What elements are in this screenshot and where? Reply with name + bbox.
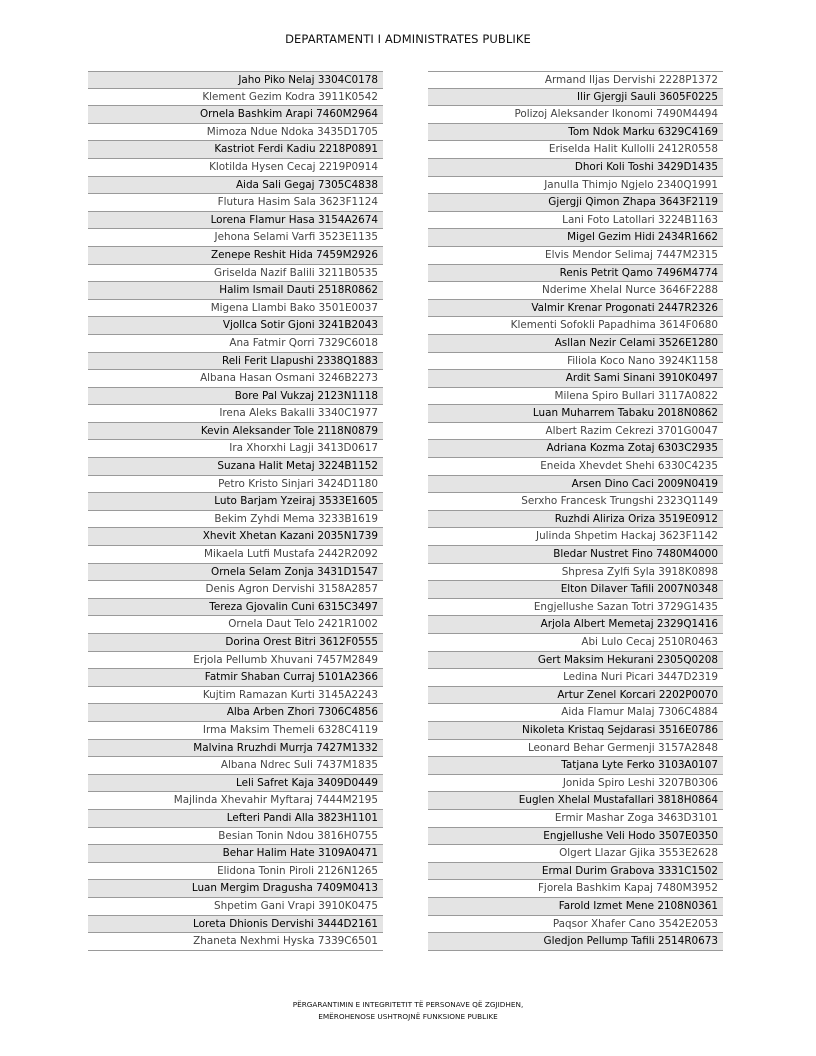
list-item: Filiola Koco Nano 3924K1158	[428, 353, 723, 371]
list-item: Farold Izmet Mene 2108N0361	[428, 898, 723, 916]
list-item: Denis Agron Dervishi 3158A2857	[88, 581, 383, 599]
list-item: Klotilda Hysen Cecaj 2219P0914	[88, 159, 383, 177]
list-item: Mikaela Lutfi Mustafa 2442R2092	[88, 546, 383, 564]
list-item: Arsen Dino Caci 2009N0419	[428, 476, 723, 494]
list-item: Paqsor Xhafer Cano 3542E2053	[428, 916, 723, 934]
list-item: Armand Iljas Dervishi 2228P1372	[428, 71, 723, 89]
list-item: Dorina Orest Bitri 3612F0555	[88, 634, 383, 652]
left-column-list	[88, 71, 383, 951]
list-item: Shpresa Zylfi Syla 3918K0898	[428, 564, 723, 582]
list-item: Albert Razim Cekrezi 3701G0047	[428, 423, 723, 441]
list-item: Luan Mergim Dragusha 7409M0413	[88, 880, 383, 898]
list-item: Lorena Flamur Hasa 3154A2674	[88, 212, 383, 230]
list-item: Alba Arben Zhori 7306C4856	[88, 704, 383, 722]
list-item: Migel Gezim Hidi 2434R1662	[428, 229, 723, 247]
list-item: Elidona Tonin Piroli 2126N1265	[88, 863, 383, 881]
list-item: Kastriot Ferdi Kadiu 2218P0891	[88, 141, 383, 159]
list-item: Nikoleta Kristaq Sejdarasi 3516E0786	[428, 722, 723, 740]
list-item: Ledina Nuri Picari 3447D2319	[428, 669, 723, 687]
list-item: Arjola Albert Memetaj 2329Q1416	[428, 616, 723, 634]
list-item: Ermir Mashar Zoga 3463D3101	[428, 810, 723, 828]
list-item: Nderime Xhelal Nurce 3646F2288	[428, 282, 723, 300]
list-item: Ardit Sami Sinani 3910K0497	[428, 370, 723, 388]
list-item: Lani Foto Latollari 3224B1163	[428, 212, 723, 230]
list-item: Tatjana Lyte Ferko 3103A0107	[428, 757, 723, 775]
list-item: Ira Xhorxhi Lagji 3413D0617	[88, 440, 383, 458]
list-item: Xhevit Xhetan Kazani 2035N1739	[88, 528, 383, 546]
list-item: Ermal Durim Grabova 3331C1502	[428, 863, 723, 881]
list-item: Elvis Mendor Selimaj 7447M2315	[428, 247, 723, 265]
list-item: Klementi Sofokli Papadhima 3614F0680	[428, 317, 723, 335]
list-item: Leli Safret Kaja 3409D0449	[88, 775, 383, 793]
list-item: Asllan Nezir Celami 3526E1280	[428, 335, 723, 353]
list-item: Ruzhdi Aliriza Oriza 3519E0912	[428, 511, 723, 529]
list-item: Irma Maksim Themeli 6328C4119	[88, 722, 383, 740]
list-item: Kevin Aleksander Tole 2118N0879	[88, 423, 383, 441]
list-item: Tereza Gjovalin Cuni 6315C3497	[88, 599, 383, 617]
list-item: Artur Zenel Korcari 2202P0070	[428, 687, 723, 705]
list-item: Suzana Halit Metaj 3224B1152	[88, 458, 383, 476]
list-item: Klement Gezim Kodra 3911K0542	[88, 89, 383, 107]
list-item: Elton Dilaver Tafili 2007N0348	[428, 581, 723, 599]
list-item: Julinda Shpetim Hackaj 3623F1142	[428, 528, 723, 546]
list-item: Besian Tonin Ndou 3816H0755	[88, 828, 383, 846]
list-item: Kujtim Ramazan Kurti 3145A2243	[88, 687, 383, 705]
list-item: Ornela Bashkim Arapi 7460M2964	[88, 106, 383, 124]
list-item: Ornela Selam Zonja 3431D1547	[88, 564, 383, 582]
list-item: Leonard Behar Germenji 3157A2848	[428, 740, 723, 758]
list-item: Jonida Spiro Leshi 3207B0306	[428, 775, 723, 793]
list-item: Albana Ndrec Suli 7437M1835	[88, 757, 383, 775]
list-item: Ilir Gjergji Sauli 3605F0225	[428, 89, 723, 107]
list-item: Olgert Llazar Gjika 3553E2628	[428, 845, 723, 863]
list-item: Dhori Koli Toshi 3429D1435	[428, 159, 723, 177]
list-item: Zenepe Reshit Hida 7459M2926	[88, 247, 383, 265]
list-item: Eneida Xhevdet Shehi 6330C4235	[428, 458, 723, 476]
list-item: Erjola Pellumb Xhuvani 7457M2849	[88, 652, 383, 670]
list-item: Jaho Piko Nelaj 3304C0178	[88, 71, 383, 89]
list-item: Luan Muharrem Tabaku 2018N0862	[428, 405, 723, 423]
list-item: Bekim Zyhdi Mema 3233B1619	[88, 511, 383, 529]
list-item: Ana Fatmir Qorri 7329C6018	[88, 335, 383, 353]
page-title: DEPARTAMENTI I ADMINISTRATES PUBLIKE	[285, 32, 531, 46]
list-item: Tom Ndok Marku 6329C4169	[428, 124, 723, 142]
list-item: Bore Pal Vukzaj 2123N1118	[88, 388, 383, 406]
list-item: Serxho Francesk Trungshi 2323Q1149	[428, 493, 723, 511]
list-item: Griselda Nazif Balili 3211B0535	[88, 265, 383, 283]
list-item: Jehona Selami Varfi 3523E1135	[88, 229, 383, 247]
list-item: Halim Ismail Dauti 2518R0862	[88, 282, 383, 300]
list-item: Engjellushe Veli Hodo 3507E0350	[428, 828, 723, 846]
footer-line-1: PËRGARANTIMIN E INTEGRITETIT TË PERSONAVE QË ZGJIDHEN,	[292, 1000, 524, 1009]
list-item: Malvina Rruzhdi Murrja 7427M1332	[88, 740, 383, 758]
page-footer	[0, 999, 816, 1023]
list-item: Vjollca Sotir Gjoni 3241B2043	[88, 317, 383, 335]
list-item: Engjellushe Sazan Totri 3729G1435	[428, 599, 723, 617]
footer-line-2: EMËROHENOSE USHTROJNË FUNKSIONE PUBLIKE	[318, 1012, 498, 1021]
list-item: Albana Hasan Osmani 3246B2273	[88, 370, 383, 388]
list-item: Eriselda Halit Kullolli 2412R0558	[428, 141, 723, 159]
list-item: Majlinda Xhevahir Myftaraj 7444M2195	[88, 792, 383, 810]
list-item: Petro Kristo Sinjari 3424D1180	[88, 476, 383, 494]
list-item: Gledjon Pellump Tafili 2514R0673	[428, 933, 723, 951]
list-item: Migena Llambi Bako 3501E0037	[88, 300, 383, 318]
list-item: Janulla Thimjo Ngjelo 2340Q1991	[428, 177, 723, 195]
list-item: Irena Aleks Bakalli 3340C1977	[88, 405, 383, 423]
right-column-list	[428, 71, 723, 951]
list-item: Bledar Nustret Fino 7480M4000	[428, 546, 723, 564]
list-item: Abi Lulo Cecaj 2510R0463	[428, 634, 723, 652]
list-item: Zhaneta Nexhmi Hyska 7339C6501	[88, 933, 383, 951]
list-item: Polizoj Aleksander Ikonomi 7490M4494	[428, 106, 723, 124]
list-item: Behar Halim Hate 3109A0471	[88, 845, 383, 863]
list-item: Shpetim Gani Vrapi 3910K0475	[88, 898, 383, 916]
list-item: Gjergji Qimon Zhapa 3643F2119	[428, 194, 723, 212]
list-item: Renis Petrit Qamo 7496M4774	[428, 265, 723, 283]
list-item: Aida Sali Gegaj 7305C4838	[88, 177, 383, 195]
list-item: Ornela Daut Telo 2421R1002	[88, 616, 383, 634]
list-item: Euglen Xhelal Mustafallari 3818H0864	[428, 792, 723, 810]
list-item: Fatmir Shaban Curraj 5101A2366	[88, 669, 383, 687]
list-item: Loreta Dhionis Dervishi 3444D2161	[88, 916, 383, 934]
list-item: Gert Maksim Hekurani 2305Q0208	[428, 652, 723, 670]
list-item: Luto Barjam Yzeiraj 3533E1605	[88, 493, 383, 511]
list-item: Mimoza Ndue Ndoka 3435D1705	[88, 124, 383, 142]
list-item: Reli Ferit Llapushi 2338Q1883	[88, 353, 383, 371]
list-item: Milena Spiro Bullari 3117A0822	[428, 388, 723, 406]
list-item: Flutura Hasim Sala 3623F1124	[88, 194, 383, 212]
list-item: Valmir Krenar Progonati 2447R2326	[428, 300, 723, 318]
list-item: Adriana Kozma Zotaj 6303C2935	[428, 440, 723, 458]
list-item: Fjorela Bashkim Kapaj 7480M3952	[428, 880, 723, 898]
list-item: Lefteri Pandi Alla 3823H1101	[88, 810, 383, 828]
list-item: Aida Flamur Malaj 7306C4884	[428, 704, 723, 722]
